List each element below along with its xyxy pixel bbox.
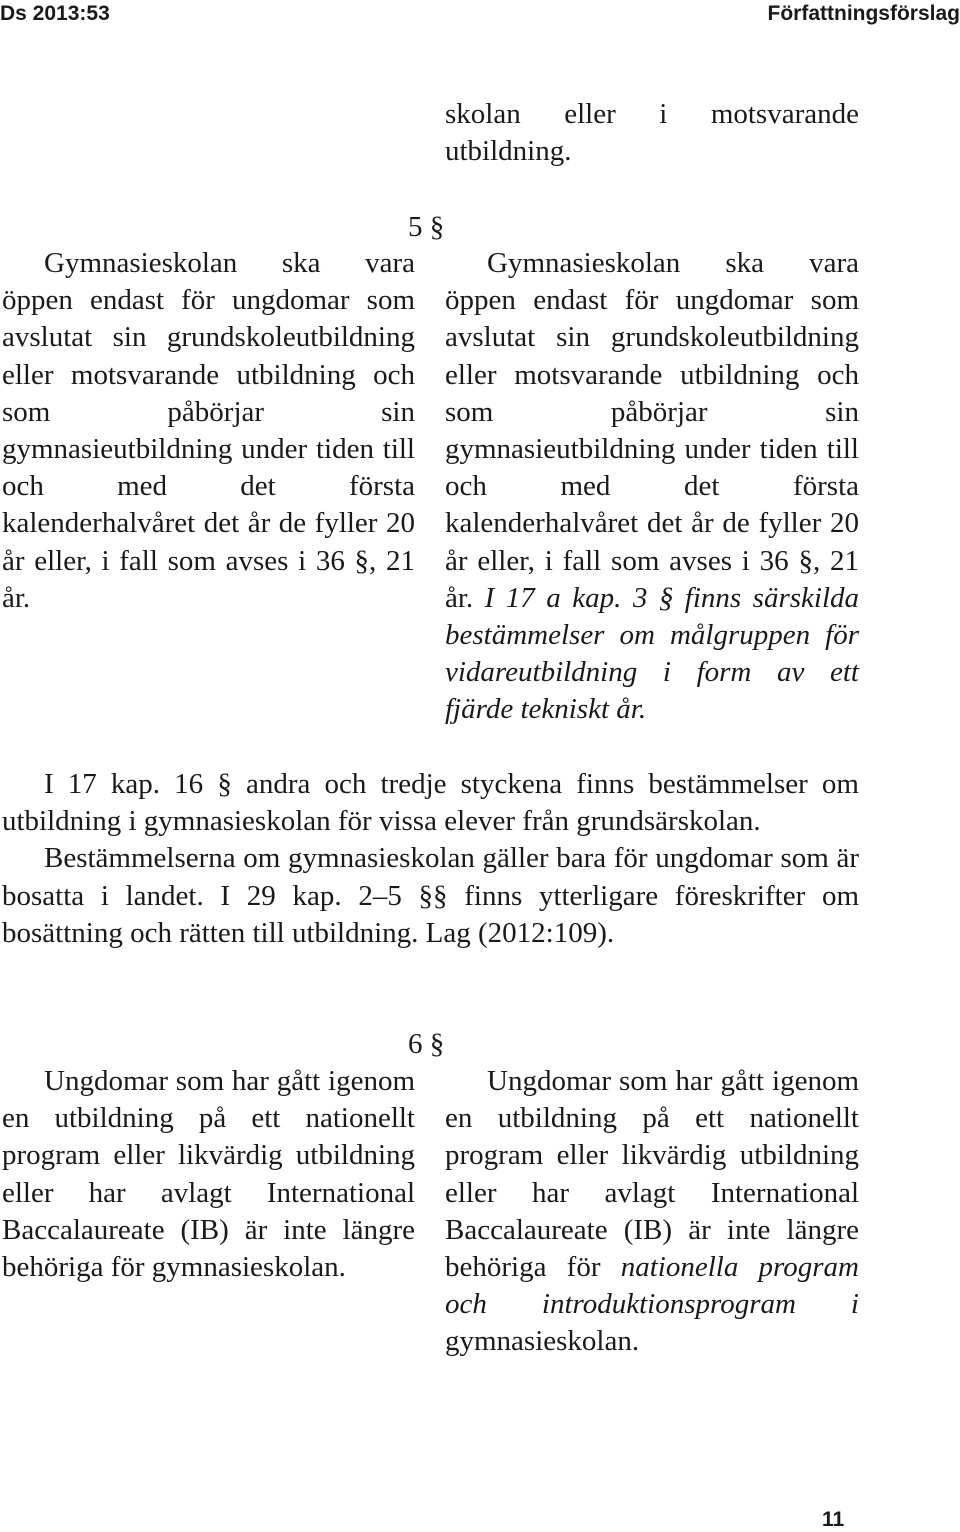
continuation-text: skolan eller i motsvarande utbildning. <box>445 96 859 170</box>
section-5-current-paragraph: Gymnasieskolan ska vara öppen endast för ungdomar som avslutat sin grundskoleutbildning eller motsvarande utbildning och som påbörjar sin gymnasieutbildning under tiden till och med det första kalenderhalvåret det år de fyller 20 år eller, i fall som avses i 36 §, 21 år. <box>2 245 415 617</box>
page-number: 11 <box>822 1508 844 1532</box>
section-5-proposed-paragraph <box>445 245 859 729</box>
section-6-proposed-paragraph <box>445 1063 859 1361</box>
section-5-number: 5 § <box>408 209 444 246</box>
section-5-proposed-text <box>445 245 859 729</box>
common-text-block <box>2 766 859 952</box>
continuation-paragraph <box>445 96 859 170</box>
common-paragraph-2: Bestämmelserna om gymnasieskolan gäller bara för ungdomar som är bosatta i landet. I 29 kap. 2–5 §§ finns ytterligare föreskrifter om bosättning och rätten till utbildning. Lag (2012:109). <box>2 840 859 952</box>
section-6-proposed-before: Ungdomar som har gått igenom en utbildning på ett nationellt program eller likvärdig utbildning eller har avlagt International Baccalaureate (IB) är inte längre behöriga för <box>445 1065 859 1283</box>
section-6-number: 6 § <box>408 1026 444 1063</box>
running-header-right: Författningsförslag <box>768 2 960 26</box>
section-6-proposed-after: gymnasieskolan. <box>445 1325 639 1357</box>
section-6-proposed-text <box>445 1063 859 1361</box>
section-6-proposed-italic: nationella program och introduktionsprogram i <box>445 1251 859 1320</box>
section-5-proposed-addition: I 17 a kap. 3 § finns särskilda bestämmelser om målgruppen för vidareutbildning i form av ett fjärde tekniskt år. <box>445 582 859 726</box>
section-5-proposed-main: Gymnasieskolan ska vara öppen endast för ungdomar som avslutat sin grundskoleutbildning eller motsvarande utbildning och som påbörjar sin gymnasieutbildning under tiden till och med det första kalenderhalvåret det år de fyller 20 år eller, i fall som avses i 36 §, 21 år. <box>445 247 859 614</box>
running-header-left: Ds 2013:53 <box>0 2 110 26</box>
section-6-current-text <box>2 1063 415 1286</box>
section-6-current-paragraph: Ungdomar som har gått igenom en utbildning på ett nationellt program eller likvärdig utbildning eller har avlagt International Baccalaureate (IB) är inte längre behöriga för gymnasieskolan. <box>2 1063 415 1286</box>
common-paragraph-1: I 17 kap. 16 § andra och tredje styckena finns bestämmelser om utbildning i gymnasieskolan för vissa elever från grundsärskolan. <box>2 766 859 840</box>
section-5-current-text <box>2 245 415 617</box>
